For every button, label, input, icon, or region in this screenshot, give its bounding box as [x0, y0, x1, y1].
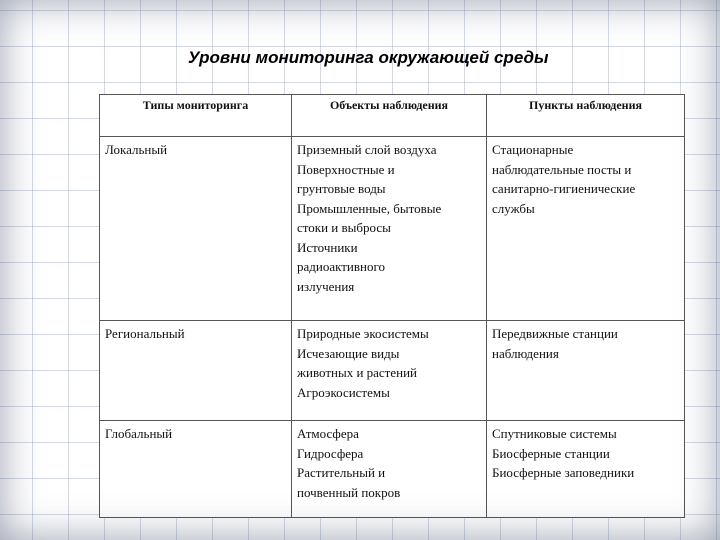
objects-line: радиоактивного [297, 259, 385, 274]
cell-points [487, 321, 685, 421]
table-row [100, 321, 685, 421]
points-line: службы [492, 200, 535, 216]
objects-line: Агроэкосистемы [297, 384, 390, 400]
objects-line: грунтовые воды [297, 181, 386, 196]
objects-line: Гидросфера [297, 445, 364, 461]
objects-line: Источники [297, 239, 358, 255]
objects-line: стоки и выбросы [297, 220, 391, 235]
cell-type: Глобальный [100, 421, 292, 518]
objects-line: Исчезающие виды [297, 345, 400, 361]
cell-points [487, 137, 685, 321]
points-line: Передвижные станции [492, 326, 618, 341]
table-header-row [100, 95, 685, 137]
points-line: Стационарные [492, 142, 574, 157]
points-line: наблюдения [492, 345, 559, 361]
cell-objects [292, 321, 487, 421]
objects-line: почвенный покров [297, 484, 401, 500]
points-line: Спутниковые системы [492, 426, 617, 441]
objects-line: Промышленные, бытовые [297, 200, 442, 216]
objects-line: Растительный и [297, 465, 386, 480]
table-row [100, 421, 685, 518]
cell-objects [292, 421, 487, 518]
page-title: Уровни мониторинга окружающей среды [188, 48, 549, 67]
objects-line: Атмосфера [297, 426, 359, 441]
points-line: Биосферные станции [492, 445, 610, 461]
points-line: наблюдательные посты и [492, 161, 632, 177]
points-line: Биосферные заповедники [492, 465, 635, 480]
points-line: санитарно-гигиенические [492, 181, 636, 196]
header-monitoring-types: Типы мониторинга [100, 95, 292, 137]
monitoring-table [99, 94, 685, 518]
header-observation-points: Пункты наблюдения [487, 95, 685, 137]
cell-type: Региональный [100, 321, 292, 421]
cell-type: Локальный [100, 137, 292, 321]
objects-line: излучения [297, 278, 355, 294]
cell-points [487, 421, 685, 518]
objects-line: Природные экосистемы [297, 326, 429, 341]
objects-line: Поверхностные и [297, 161, 395, 177]
table-row [100, 137, 685, 321]
objects-line: Приземный слой воздуха [297, 142, 437, 157]
objects-line: животных и растений [297, 365, 418, 380]
header-observation-objects: Объекты наблюдения [292, 95, 487, 137]
cell-objects [292, 137, 487, 321]
